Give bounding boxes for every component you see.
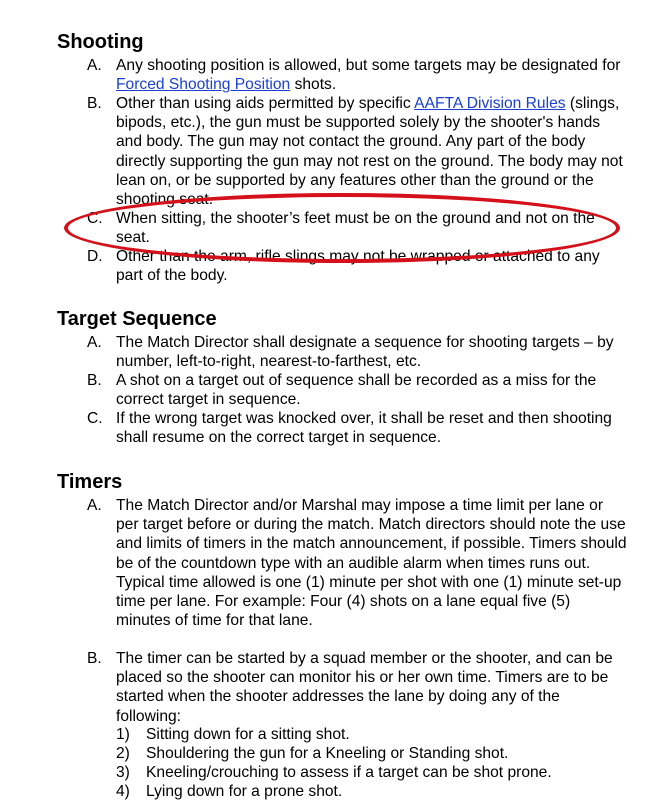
target-sequence-item-b — [87, 371, 627, 409]
subitem-number: 1) — [116, 726, 130, 743]
text-run: shots. — [290, 76, 337, 94]
item-text: A shot on a target out of sequence shall be recorded as a miss for the correct target in sequence. — [116, 372, 597, 409]
section-heading-timers: Timers — [57, 471, 123, 493]
timers-b-subitem — [116, 725, 616, 744]
item-text: The Match Director shall designate a sequence for shooting targets – by number, left-to-right, nearest-to-farthest, etc. — [116, 334, 614, 371]
text-run: Any shooting position is allowed, but some targets may be designated for — [116, 57, 621, 74]
subitem-number: 2) — [116, 745, 130, 762]
target-sequence-item-c — [87, 409, 627, 447]
item-letter: B. — [87, 372, 102, 389]
subitem-text: Sitting down for a sitting shot. — [146, 726, 350, 743]
item-letter: D. — [87, 248, 103, 265]
timers-b-subitem — [116, 744, 616, 763]
section-heading-shooting: Shooting — [57, 31, 144, 53]
subitem-text: Shouldering the gun for a Kneeling or Standing shot. — [146, 745, 509, 762]
item-letter: B. — [87, 650, 102, 667]
item-letter: C. — [87, 410, 103, 427]
item-letter: C. — [87, 210, 103, 227]
subitem-text: Kneeling/crouching to assess if a target can be shot prone. — [146, 764, 552, 781]
shooting-item-b — [87, 94, 627, 209]
text-run: (slings, bipods, etc.), the gun must be supported solely by the shooter's hands and body. The gun may not contact the ground. Any part of the body directly supporting the gun may not rest on the ground. The body may not lean on, or be supported by any features other than the ground or the shooting seat. — [116, 95, 623, 209]
timers-item-a — [87, 496, 627, 630]
text-run: Other than using aids permitted by specific — [116, 95, 415, 112]
section-heading-target-sequence: Target Sequence — [57, 308, 217, 330]
subitem-number: 4) — [116, 783, 130, 800]
item-text — [116, 94, 627, 209]
shooting-item-a — [87, 56, 627, 94]
subitem-text: Lying down for a prone shot. — [146, 783, 343, 800]
item-letter: A. — [87, 57, 102, 74]
timers-b-subitem — [116, 763, 616, 782]
item-letter: A. — [87, 334, 102, 351]
item-text: When sitting, the shooter’s feet must be on the ground and not on the seat. — [116, 210, 595, 247]
red-highlight-ellipse — [64, 193, 620, 263]
forced-shooting-position-link[interactable]: Forced Shooting Position — [116, 76, 291, 94]
timers-b-subitem — [116, 782, 616, 801]
item-text: If the wrong target was knocked over, it shall be reset and then shooting shall resume on the correct target in sequence. — [116, 410, 612, 447]
item-text: The timer can be started by a squad member or the shooter, and can be placed so the shooter can monitor his or her own time. Timers are to be started when the shooter addresses the lane by doing any of the following: — [116, 650, 613, 725]
item-text: The Match Director and/or Marshal may impose a time limit per lane or per target before or during the match. Match directors should note the use and limits of timers in the match announcement, if possible. Timers should be of the countdown type with an audible alarm when times runs out. Typical time allowed is one (1) minute per shot with one (1) minute set-up time per lane. For example: Four (4) shots on a lane equal five (5) minutes of time for that lane. — [116, 497, 627, 630]
timers-item-b — [87, 649, 627, 726]
item-text — [116, 56, 627, 94]
item-letter: A. — [87, 497, 102, 514]
item-letter: B. — [87, 95, 102, 112]
target-sequence-item-a — [87, 333, 627, 371]
subitem-number: 3) — [116, 764, 130, 781]
item-text: Other than the arm, rifle slings may not be wrapped or attached to any part of the body. — [116, 248, 600, 285]
aafta-division-rules-link[interactable]: AAFTA Division Rules — [414, 95, 566, 112]
